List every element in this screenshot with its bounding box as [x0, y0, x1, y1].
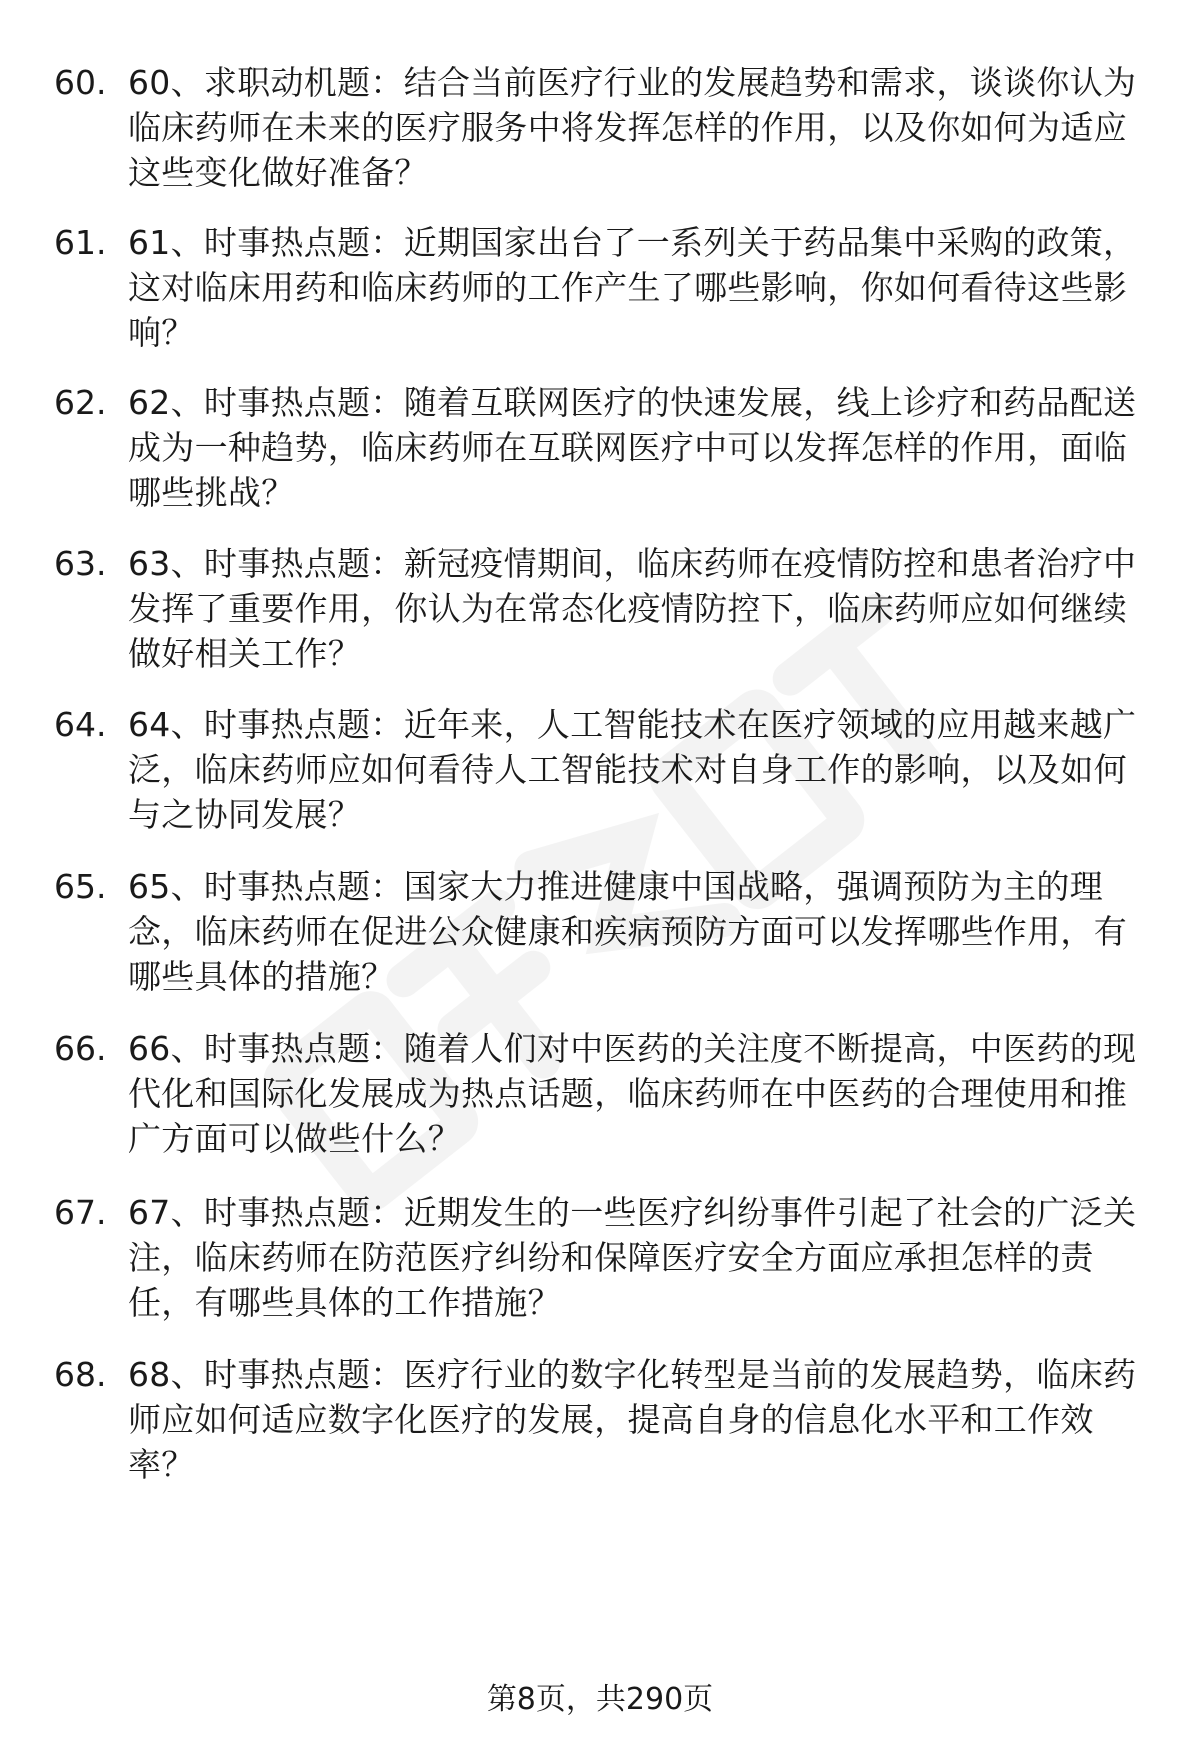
question-text: 66、时事热点题：随着人们对中医药的关注度不断提高，中医药的现代化和国际化发展成为热点话题，临床药师在中医药的合理使用和推广方面可以做些什么？	[128, 1029, 1137, 1158]
question-text: 65、时事热点题：国家大力推进健康中国战略，强调预防为主的理念，临床药师在促进公众健康和疾病预防方面可以发挥哪些作用，有哪些具体的措施？	[128, 867, 1127, 996]
question-number: 63.	[54, 544, 107, 583]
question-number: 67.	[54, 1193, 107, 1232]
question-text: 63、时事热点题：新冠疫情期间，临床药师在疫情防控和患者治疗中发挥了重要作用，你认为在常态化疫情防控下，临床药师应如何继续做好相关工作？	[128, 544, 1137, 673]
question-text: 61、时事热点题：近期国家出台了一系列关于药品集中采购的政策，这对临床用药和临床药师的工作产生了哪些影响，你如何看待这些影响？	[128, 223, 1137, 352]
question-text: 62、时事热点题：随着互联网医疗的快速发展，线上诊疗和药品配送成为一种趋势，临床药师在互联网医疗中可以发挥怎样的作用，面临哪些挑战？	[128, 383, 1137, 512]
question-number: 62.	[54, 383, 107, 422]
page-footer: 第8页，共290页	[486, 1682, 714, 1717]
question-text: 68、时事热点题：医疗行业的数字化转型是当前的发展趋势，临床药师应如何适应数字化医疗的发展，提高自身的信息化水平和工作效率？	[128, 1355, 1137, 1484]
question-text: 67、时事热点题：近期发生的一些医疗纠纷事件引起了社会的广泛关注，临床药师在防范医疗纠纷和保障医疗安全方面应承担怎样的责任，有哪些具体的工作措施？	[128, 1193, 1137, 1322]
question-number: 68.	[54, 1355, 107, 1394]
question-text: 64、时事热点题：近年来，人工智能技术在医疗领域的应用越来越广泛，临床药师应如何看待人工智能技术对自身工作的影响，以及如何与之协同发展？	[128, 705, 1137, 834]
question-number: 65.	[54, 867, 107, 906]
question-number: 60.	[54, 63, 107, 102]
question-number: 61.	[54, 223, 107, 262]
question-text: 60、求职动机题：结合当前医疗行业的发展趋势和需求，谈谈你认为临床药师在未来的医疗服务中将发挥怎样的作用，以及你如何为适应这些变化做好准备？	[128, 63, 1137, 192]
question-number: 66.	[54, 1029, 107, 1068]
question-number: 64.	[54, 705, 107, 744]
